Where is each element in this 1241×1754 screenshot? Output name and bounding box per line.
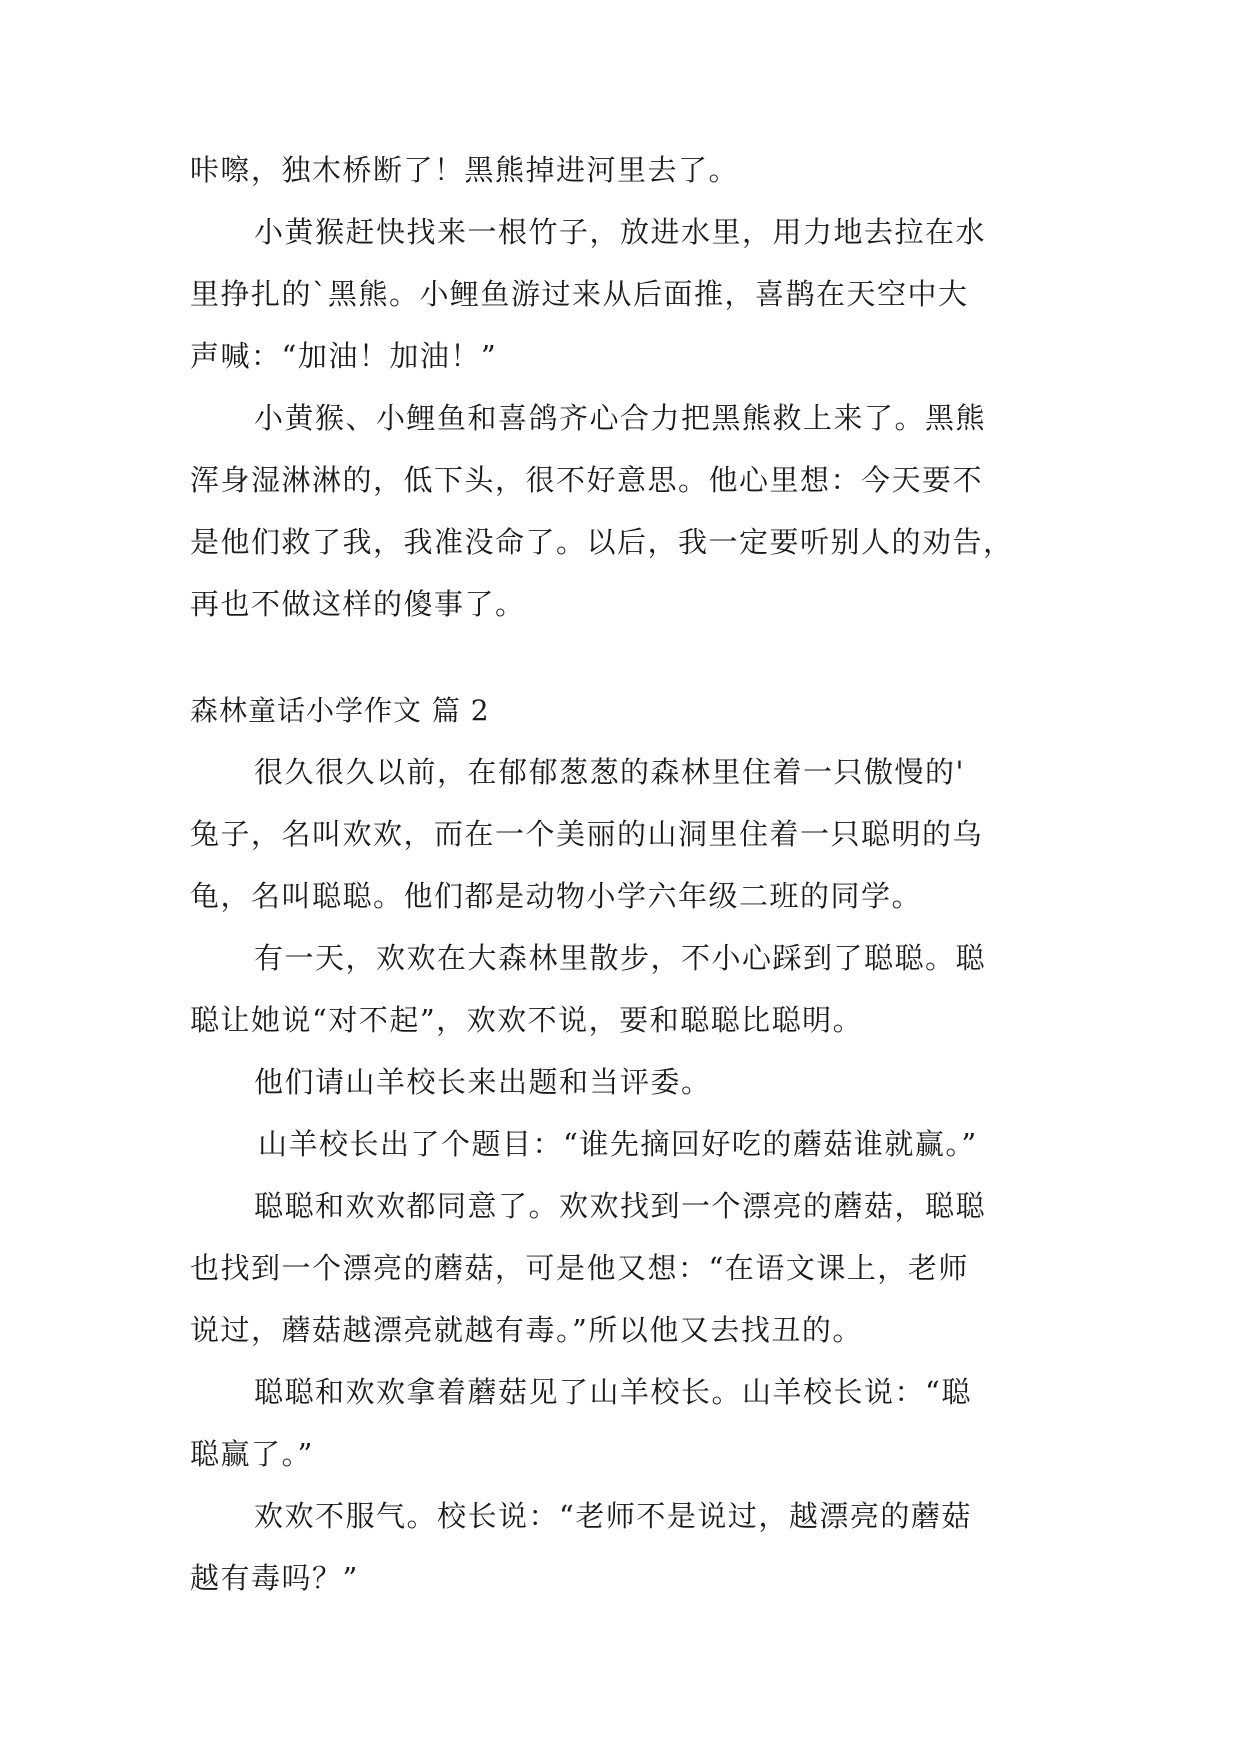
paragraph-line: 有一天，欢欢在大森林里散步，不小心踩到了聪聪。聪 [254, 941, 987, 975]
paragraph-line: 龟，名叫聪聪。他们都是动物小学六年级二班的同学。 [190, 879, 923, 913]
paragraph-line: 欢欢不服气。校长说：“老师不是说过，越漂亮的蘑菇 [254, 1499, 972, 1533]
paragraph-line: 也找到一个漂亮的蘑菇，可是他又想：“在语文课上，老师 [190, 1251, 969, 1285]
paragraph-line: 小黄猴、小鲤鱼和喜鸽齐心合力把黑熊救上来了。黑熊 [254, 401, 987, 435]
paragraph-line: 是他们救了我，我准没命了。以后，我一定要听别人的劝告， [190, 525, 1014, 559]
section-heading: 森林童话小学作文 篇 2 [190, 694, 490, 727]
paragraph-line: 聪聪和欢欢拿着蘑菇见了山羊校长。山羊校长说：“聪 [254, 1375, 972, 1409]
paragraph-line: 说过，蘑菇越漂亮就越有毒。”所以他又去找丑的。 [190, 1313, 863, 1347]
paragraph-line: 声喊：“加油！加油！” [190, 339, 498, 373]
paragraph-line: 聪聪和欢欢都同意了。欢欢找到一个漂亮的蘑菇，聪聪 [254, 1189, 987, 1223]
paragraph-line: 咔嚓，独木桥断了！黑熊掉进河里去了。 [190, 153, 740, 187]
paragraph-line: 兔子，名叫欢欢，而在一个美丽的山洞里住着一只聪明的乌 [190, 817, 984, 851]
paragraph-line: 里挣扎的`黑熊。小鲤鱼游过来从后面推，喜鹊在天空中大 [190, 277, 969, 311]
paragraph-line: 小黄猴赶快找来一根竹子，放进水里，用力地去拉在水 [254, 215, 987, 249]
paragraph-line: 聪赢了。” [190, 1437, 314, 1471]
paragraph-line: 越有毒吗？” [190, 1561, 359, 1595]
paragraph-line: 聪让她说“对不起”，欢欢不说，要和聪聪比聪明。 [190, 1003, 864, 1037]
paragraph-line: 山羊校长出了个题目：“谁先摘回好吃的蘑菇谁就赢。” [258, 1127, 978, 1161]
paragraph-line: 浑身湿淋淋的，低下头，很不好意思。他心里想：今天要不 [190, 463, 984, 497]
paragraph-line: 再也不做这样的傻事了。 [190, 587, 526, 621]
paragraph-line: 很久很久以前，在郁郁葱葱的森林里住着一只傲慢的' [254, 755, 965, 789]
paragraph-line: 他们请山羊校长来出题和当评委。 [254, 1065, 712, 1099]
